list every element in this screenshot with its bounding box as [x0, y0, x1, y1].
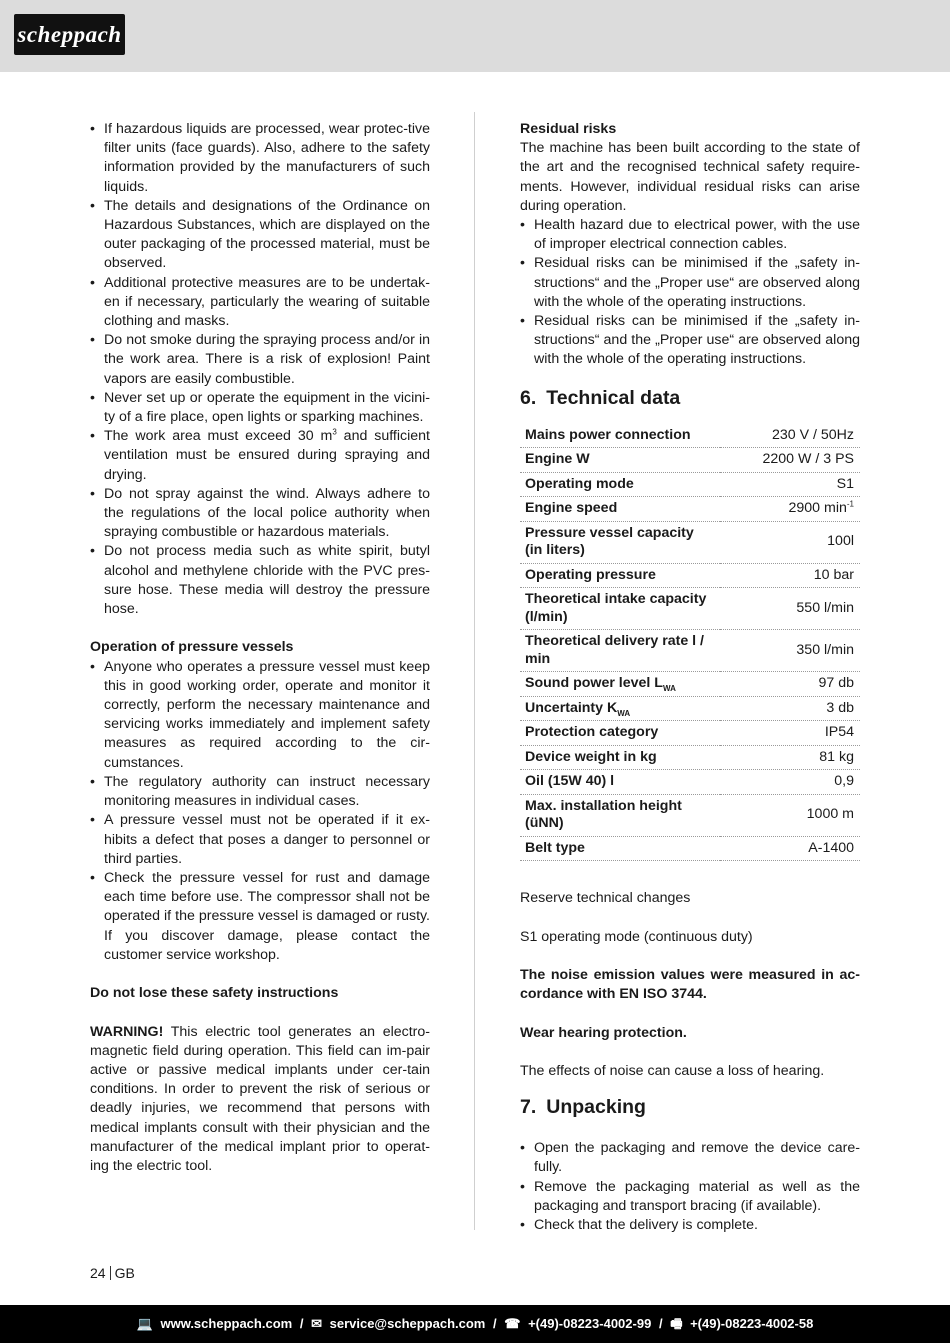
- spec-key: Theoretical intake capacity (l/min): [520, 588, 720, 630]
- noise-effects-text: The effects of noise can cause a loss of hearing.: [520, 1062, 825, 1079]
- work-area-text: The work area must exceed 30 m: [104, 428, 333, 445]
- spec-value: 350 l/min: [720, 630, 860, 672]
- phone-icon: ☎: [504, 1316, 521, 1331]
- spec-value: IP54: [720, 721, 860, 746]
- unpacking-heading: [520, 1095, 860, 1119]
- spec-key: Operating pressure: [520, 563, 720, 588]
- pressure-bullet-list: [90, 658, 430, 965]
- list-item: • If hazardous liquids are processed, wear protec-tive filter units (face guards). Also, adhere to the safety information provided by the manufacturers of such liquids.: [90, 120, 430, 197]
- residual-risks-heading: Residual risks: [520, 121, 617, 137]
- spec-row: [520, 521, 860, 563]
- list-item: • Do not spray against the wind. Always adhere to the regulations of the local police authority when spraying combustible or hazardous materials.: [90, 485, 430, 543]
- section-number: 7.: [520, 1096, 537, 1119]
- page-number: [90, 1264, 135, 1283]
- footer-web-link[interactable]: www.scheppach.com: [160, 1316, 293, 1331]
- list-item: • Do not smoke during the spraying process and/or in the work area. There is a risk of explosion! Paint vapors are easily combustible.: [90, 331, 430, 389]
- spec-row: [520, 588, 860, 630]
- list-item: • Health hazard due to electrical power, with the use of improper electrical connection cables.: [520, 216, 860, 254]
- reserve-changes-text: Reserve technical changes: [520, 890, 691, 907]
- header-bar: [0, 0, 950, 72]
- page-language: GB: [114, 1265, 135, 1281]
- spec-key: Device weight in kg: [520, 745, 720, 770]
- spec-row: [520, 448, 860, 473]
- section-title: Unpacking: [546, 1096, 646, 1119]
- spec-value: S1: [720, 472, 860, 497]
- list-item: • Additional protective measures are to be undertak-en if necessary, particularly the wearing of suitable clothing and masks.: [90, 274, 430, 332]
- spec-key: Uncertainty $K_{WA}$: [520, 696, 720, 721]
- computer-icon: 💻: [136, 1316, 153, 1331]
- list-item: • Check the pressure vessel for rust and damage each time before use. The compressor shall not be operated if the pressure vessel is damaged or rusty. If you discover damage, please contact the customer service workshop.: [90, 869, 430, 965]
- spec-row: [520, 630, 860, 672]
- spec-row: [520, 472, 860, 497]
- spec-row: [520, 497, 860, 522]
- spec-key: Max. installation height (üNN): [520, 794, 720, 836]
- spec-key: Theoretical delivery rate l / min: [520, 630, 720, 672]
- spec-row: [520, 721, 860, 746]
- spec-row: [520, 672, 860, 697]
- spec-value: 550 l/min: [720, 588, 860, 630]
- list-item: • Residual risks can be minimised if the „safety in-structions“ and the „Proper use“ are observed along with the whole of the operating instructions.: [520, 312, 860, 370]
- spec-value: 2200 W / 3 PS: [720, 448, 860, 473]
- footer-phone: +(49)-08223-4002-99: [528, 1316, 652, 1331]
- section-number: 6.: [520, 386, 537, 409]
- superscript: 3: [332, 427, 337, 437]
- list-item: • Check that the delivery is complete.: [520, 1216, 860, 1235]
- spec-row: [520, 563, 860, 588]
- spec-row: [520, 424, 860, 448]
- footer-fax: +(49)-08223-4002-58: [690, 1316, 814, 1331]
- spec-key: Engine W: [520, 448, 720, 473]
- envelope-icon: ✉: [311, 1316, 322, 1331]
- safety-bullet-list: [90, 120, 430, 619]
- column-divider: [474, 112, 475, 1230]
- spec-key: Oil (15W 40) l: [520, 770, 720, 795]
- spec-row: [520, 836, 860, 861]
- spec-value: 100l: [720, 521, 860, 563]
- spec-row: [520, 745, 860, 770]
- right-column: [520, 120, 860, 1235]
- spec-row: [520, 696, 860, 721]
- spec-value: 1000 m: [720, 794, 860, 836]
- spec-row: [520, 770, 860, 795]
- spec-key: Pressure vessel capacity (in liters): [520, 521, 720, 563]
- spec-value: 0,9: [720, 770, 860, 795]
- spec-value: 97 db: [720, 672, 860, 697]
- list-item: • Open the packaging and remove the device care-fully.: [520, 1139, 860, 1177]
- technical-data-table: [520, 424, 860, 862]
- list-item: • Anyone who operates a pressure vessel must keep this in good working order, operate and monitor it correctly, perform the necessary maintenance and servicing works immediately and implement safety measures as required according to the cir-cumstances.: [90, 658, 430, 773]
- page-number-value: 24: [90, 1265, 106, 1281]
- spec-key: Engine speed: [520, 497, 720, 522]
- residual-risks-text: The machine has been built according to the state of the art and the recognised technical safety require-ments. However, individual residual risks can arise during operation.: [520, 140, 860, 214]
- residual-bullet-list: [520, 216, 860, 370]
- technical-data-heading: [520, 386, 860, 410]
- warning-label: WARNING!: [90, 1023, 164, 1040]
- warning-text: This electric tool generates an electro-magnetic field during operation. This field can im-pair active or passive medical implants under cer-tain conditions. In order to prevent the risk of serious or deadly injuries, we recommend that persons with medical implants consult with their physician and the manufacturer of the medical implant prior to operat-ing the electric tool.: [90, 1023, 430, 1174]
- footer-email-link[interactable]: service@scheppach.com: [329, 1316, 486, 1331]
- section-title: Technical data: [546, 386, 681, 409]
- spec-value: A-1400: [720, 836, 860, 861]
- spec-key: Belt type: [520, 836, 720, 861]
- spec-key: Sound power level $L_{WA}$: [520, 672, 720, 697]
- spec-value: 3 db: [720, 696, 860, 721]
- list-item: • A pressure vessel must not be operated if it ex-hibits a defect that poses a danger to personnel or third parties.: [90, 811, 430, 869]
- list-item: • The details and designations of the Ordinance on Hazardous Substances, which are displayed on the outer packaging of the processed material, must be observed.: [90, 197, 430, 274]
- list-item: • The regulatory authority can instruct necessary monitoring measures in individual cases.: [90, 773, 430, 811]
- list-item: • Never set up or operate the equipment in the vicini-ty of a fire place, open lights or sparking machines.: [90, 389, 430, 427]
- footer-bar: 💻 www.scheppach.com / ✉ service@scheppach.com / ☎ +(49)-08223-4002-99 / 🖷 +(49)-08223-4002-58: [0, 1305, 950, 1343]
- noise-emission-text: The noise emission values were measured in ac-cordance with EN ISO 3744.: [520, 966, 860, 1003]
- spec-value: 2900 $\min^{-1}$: [720, 497, 860, 522]
- warning-paragraph: [90, 1023, 430, 1177]
- fax-icon: 🖷: [670, 1316, 683, 1331]
- unpacking-bullet-list: [520, 1139, 860, 1235]
- spec-row: [520, 794, 860, 836]
- s1-mode-text: S1 operating mode (continuous duty): [520, 928, 753, 945]
- hearing-protection-text: Wear hearing protection.: [520, 1024, 687, 1041]
- spec-key: Mains power connection: [520, 424, 720, 448]
- spec-key: Protection category: [520, 721, 720, 746]
- spec-value: 230 V / 50Hz: [720, 424, 860, 448]
- list-item: • Do not process media such as white spirit, butyl alcohol and methylene chloride with the PVC pres-sure hose. These media will destroy the pressure hose.: [90, 542, 430, 619]
- scheppach-logo: scheppach: [14, 14, 125, 55]
- spec-value: 10 bar: [720, 563, 860, 588]
- list-item-work-area: [90, 427, 430, 485]
- keep-instructions-heading: Do not lose these safety instructions: [90, 985, 339, 1002]
- list-item: • Remove the packaging material as well as the packaging and transport bracing (if available).: [520, 1178, 860, 1216]
- spec-key: Operating mode: [520, 472, 720, 497]
- work-area-text-tail: and sufficient ventilation must be ensured during spraying and drying.: [104, 428, 430, 483]
- left-column: [90, 120, 430, 1176]
- spec-value: 81 kg: [720, 745, 860, 770]
- pressure-vessels-heading: Operation of pressure vessels: [90, 639, 294, 656]
- list-item: • Residual risks can be minimised if the „safety in-structions“ and the „Proper use“ are observed along with the whole of the operating instructions.: [520, 254, 860, 312]
